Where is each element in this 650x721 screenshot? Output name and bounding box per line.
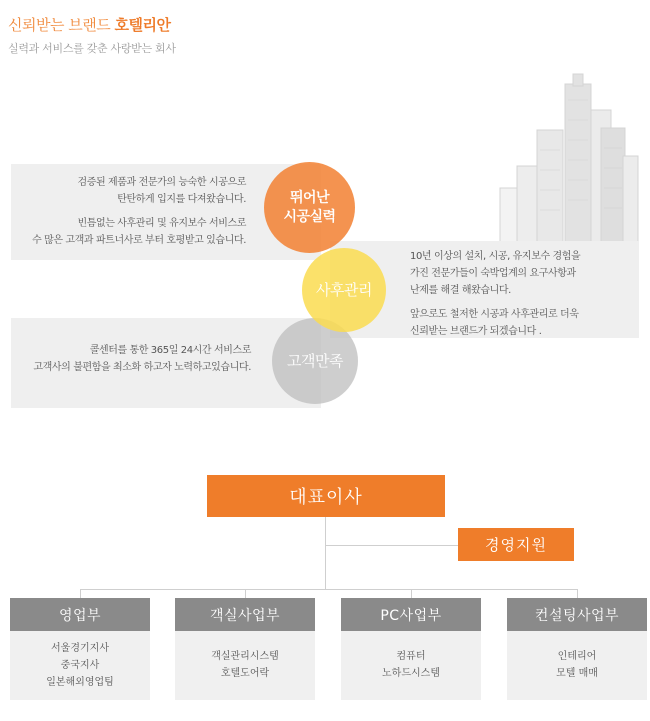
connector-dept-3 [411,589,412,598]
dept-body-room [175,631,315,700]
dept-body-consulting [507,631,647,700]
dept-header-pc: PC사업부 [341,598,481,631]
connector-horizontal [80,589,577,590]
dept-item: 중국지사 [60,660,100,671]
circle-construction-skill [264,162,355,253]
dept-item: 노하드시스템 [382,668,440,679]
dept-header-consulting: 컨설팅사업부 [507,598,647,631]
connector-dept-1 [80,589,81,598]
circle-label: 고객만족 [287,351,343,370]
circle-label: 시공실력 [283,208,336,225]
dept-header-room: 객실사업부 [175,598,315,631]
text-line: 수 많은 고객과 파트너사로 부터 호평받고 있습니다. [32,235,246,246]
circle-after-service [302,248,386,332]
dept-item: 모텔 매매 [556,668,598,679]
text-line: 난제를 해결 해왔습니다. [410,285,511,296]
dept-item: 인테리어 [557,651,597,662]
management-support-box: 경영지원 [458,528,574,561]
circle-label: 사후관리 [316,280,372,299]
dept-item: 호텔도어락 [220,668,270,679]
dept-item: 컴퓨터 [396,651,426,662]
text-line: 가진 전문가들이 숙박업계의 요구사항과 [410,268,576,279]
connector-dept-2 [245,589,246,598]
feature-text-2 [410,248,630,340]
title-light: 신뢰받는 브랜드 [8,16,111,34]
dept-body-pc [341,631,481,700]
brand-name: 호텔리안 [114,16,171,34]
feature-text-1 [26,174,246,249]
text-line: 고객사의 불편함을 최소화 하고자 노력하고있습니다. [33,362,251,373]
text-line: 10년 이상의 설치, 시공, 유지보수 경험을 [410,251,581,262]
circle-label: 뛰어난 [289,189,330,206]
feature-text-3 [21,342,251,376]
text-line: 콜센터를 통한 365일 24시간 서비스로 [89,345,251,356]
page-title [8,14,170,35]
dept-item: 객실관리시스템 [211,651,279,662]
ceo-box: 대표이사 [207,475,445,517]
text-line: 신뢰받는 브랜드가 되겠습니다 . [410,326,542,337]
text-line: 앞으로도 철저한 시공과 사후관리로 더욱 [410,309,579,320]
page-subtitle: 실력과 서비스를 갖춘 사랑받는 회사 [8,42,176,55]
dept-body-sales [10,631,150,700]
text-line: 탄탄하게 입지를 다져왔습니다. [117,194,246,205]
connector-ceo-down [325,517,326,589]
city-skyline-illustration [495,70,640,242]
dept-header-sales: 영업부 [10,598,150,631]
dept-item: 서울경기지사 [51,643,109,654]
text-line: 검증된 제품과 전문가의 능숙한 시공으로 [77,177,246,188]
connector-support [325,545,458,546]
dept-item: 일본해외영업팀 [46,677,114,688]
connector-dept-4 [577,589,578,598]
text-line: 빈틈없는 사후관리 및 유지보수 서비스로 [77,218,246,229]
